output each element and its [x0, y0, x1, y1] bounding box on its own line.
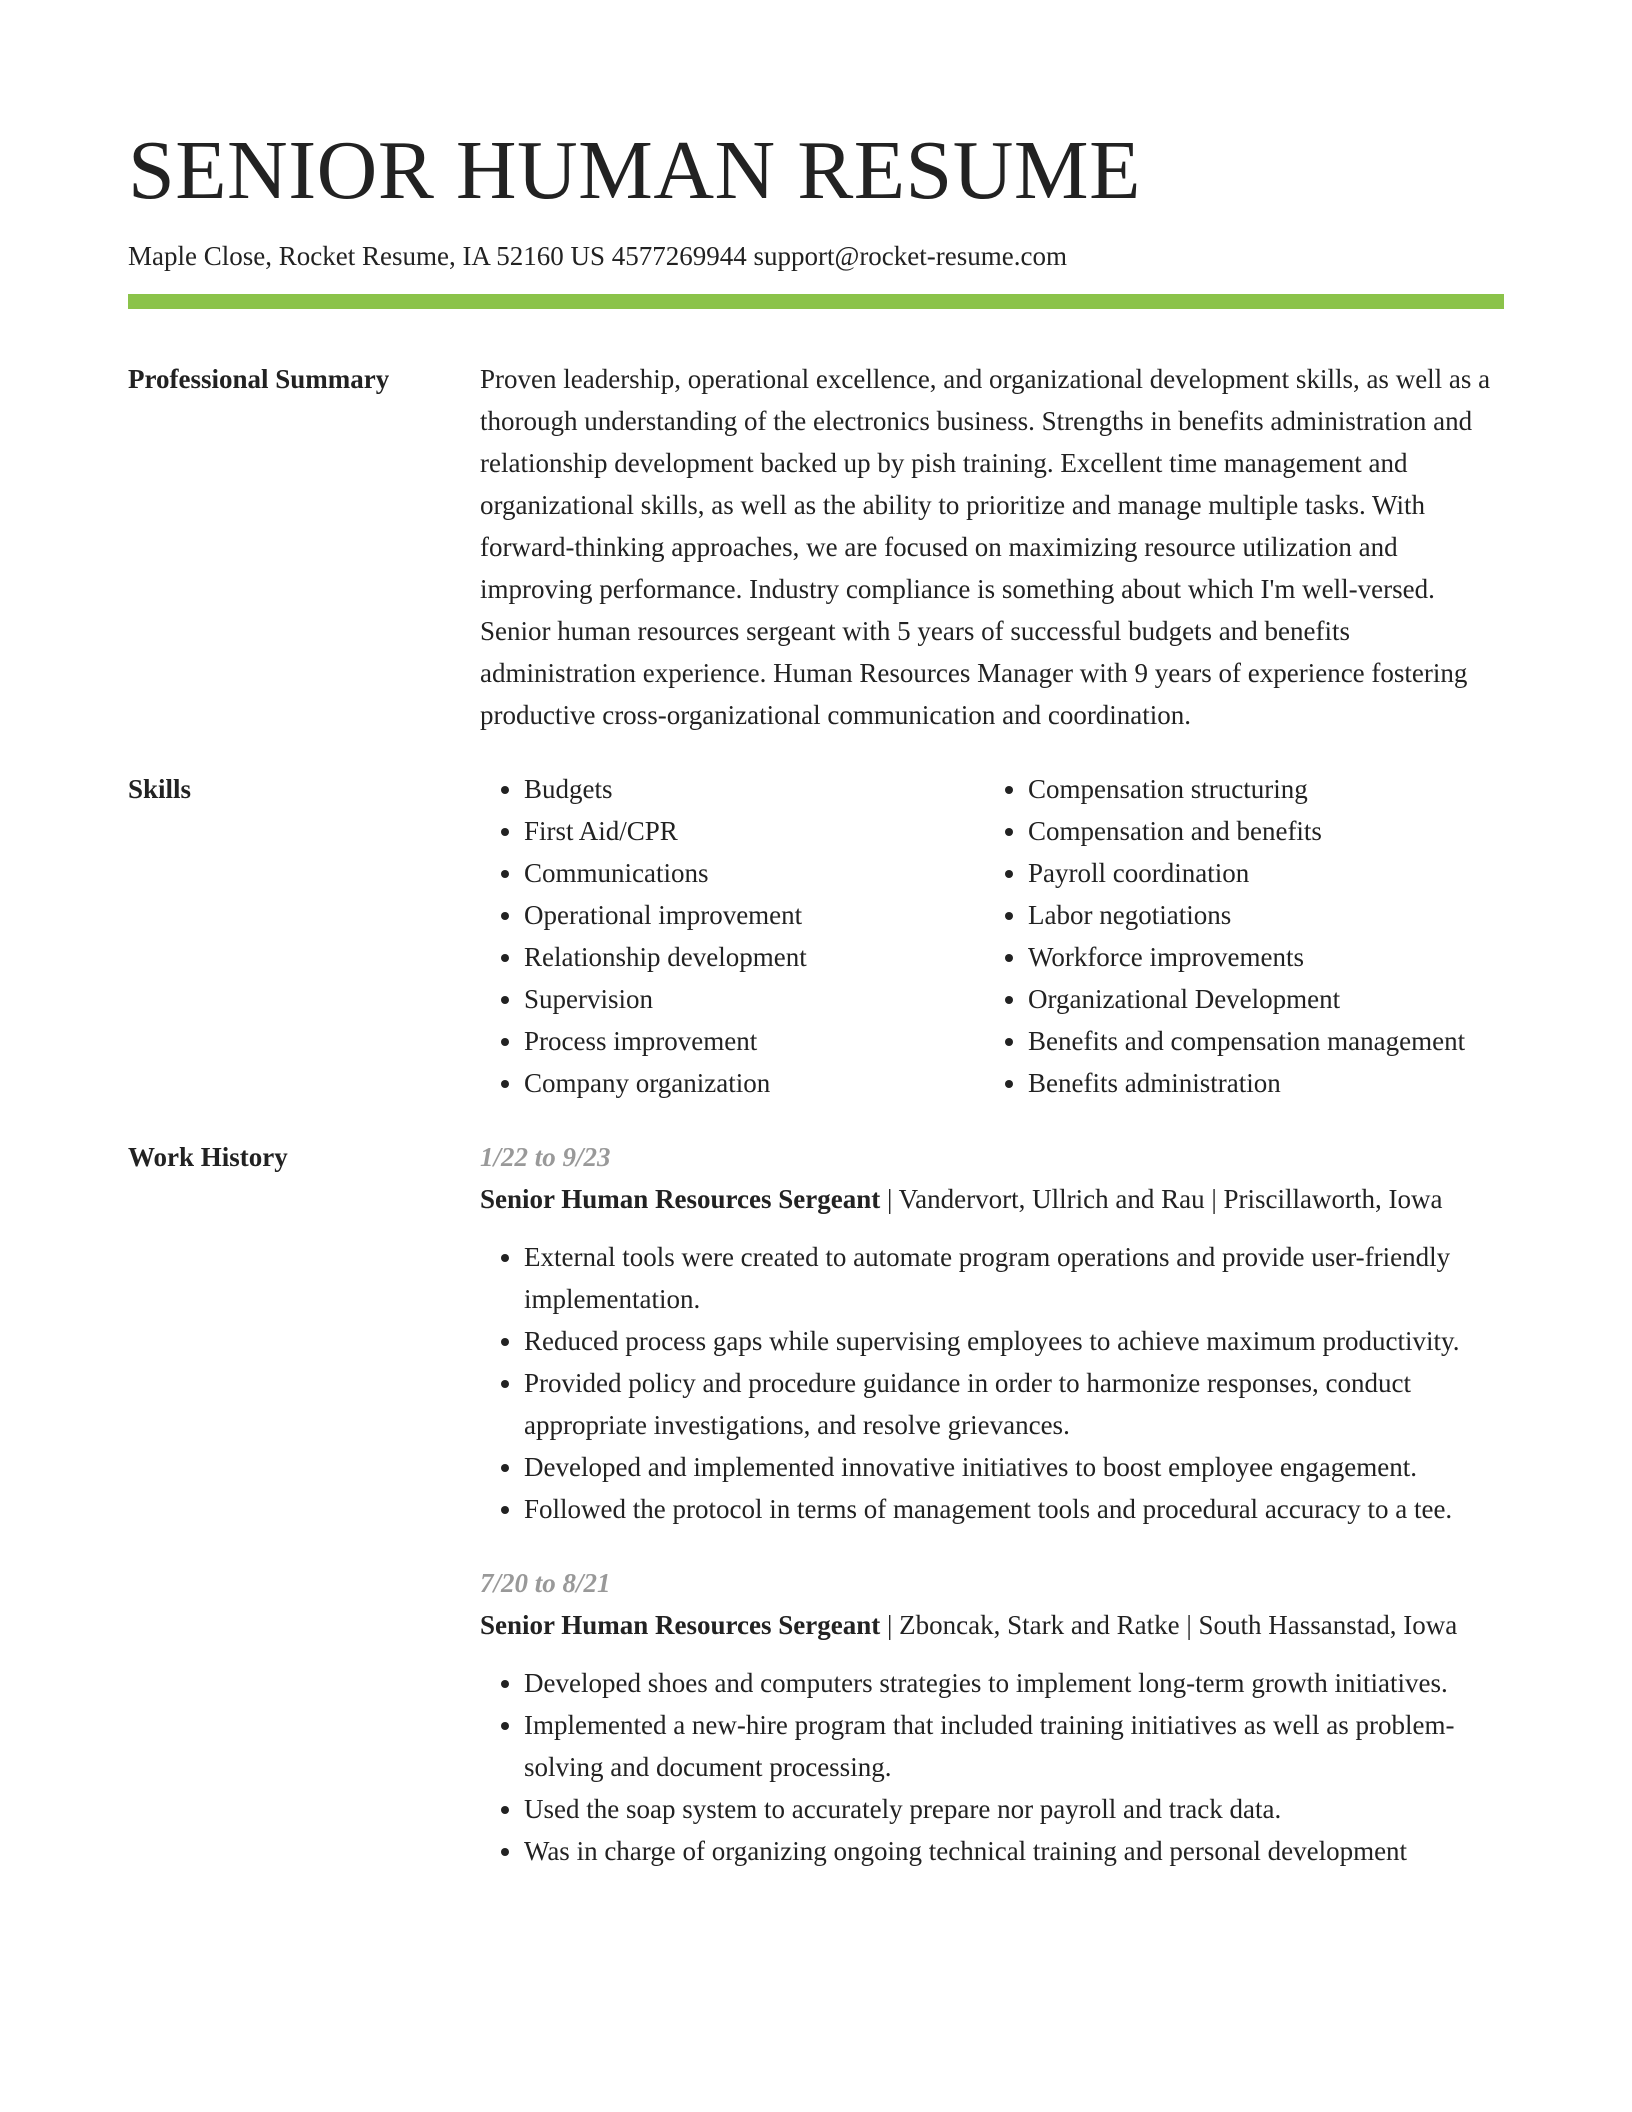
skill-item: • Operational improvement — [524, 894, 984, 936]
skills-section — [128, 768, 1504, 1104]
skill-item: • Company organization — [524, 1062, 984, 1104]
resume-page — [128, 0, 1504, 1872]
section-title-work-history: Work History — [128, 1142, 288, 1172]
job-details: | Zboncak, Stark and Ratke | South Hassanstad, Iowa — [880, 1610, 1458, 1640]
job-bullet: • Was in charge of organizing ongoing technical training and personal development — [524, 1830, 1504, 1872]
skills-column-right — [984, 768, 1488, 1104]
job-bullet: • Implemented a new-hire program that included training initiatives as well as problem-solving and document processing. — [524, 1704, 1504, 1788]
job-dates: 1/22 to 9/23 — [480, 1142, 611, 1172]
job-dates: 7/20 to 8/21 — [480, 1568, 611, 1598]
summary-text: Proven leadership, operational excellence, and organizational development skills, as well as a thorough understanding of the electronics business. Strengths in benefits administration and relationship development backed up by pish training. Excellent time management and organizational skills, as well as the ability to prioritize and manage multiple tasks. With forward-thinking approaches, we are focused on maximizing resource utilization and improving performance. Industry compliance is something about which I'm well-versed. Senior human resources sergeant with 5 years of successful budgets and benefits administration experience. Human Resources Manager with 9 years of experience fostering productive cross-organizational communication and coordination. — [480, 364, 1491, 730]
work-history-section — [128, 1136, 1504, 1872]
summary-section — [128, 358, 1504, 736]
job-bullet: • Developed and implemented innovative initiatives to boost employee engagement. — [524, 1446, 1504, 1488]
skill-item: • Payroll coordination — [1028, 852, 1488, 894]
resume-title: SENIOR HUMAN RESUME — [128, 124, 1141, 217]
job-title: Senior Human Resources Sergeant — [480, 1184, 881, 1214]
skill-item: • Process improvement — [524, 1020, 984, 1062]
job-header — [480, 1604, 1504, 1646]
job-details: | Vandervort, Ullrich and Rau | Priscillaworth, Iowa — [880, 1184, 1443, 1214]
job-bullet: • Followed the protocol in terms of management tools and procedural accuracy to a tee. — [524, 1488, 1504, 1530]
contact-info: Maple Close, Rocket Resume, IA 52160 US 4577269944 support@rocket-resume.com — [128, 241, 1067, 271]
job-bullet: • Reduced process gaps while supervising employees to achieve maximum productivity. — [524, 1320, 1504, 1362]
skill-item: • Benefits administration — [1028, 1062, 1488, 1104]
job-title: Senior Human Resources Sergeant — [480, 1610, 881, 1640]
skill-item: • Relationship development — [524, 936, 984, 978]
skill-item: • Organizational Development — [1028, 978, 1488, 1020]
job-entry — [480, 1136, 1504, 1530]
job-bullet: • Developed shoes and computers strategies to implement long-term growth initiatives. — [524, 1662, 1504, 1704]
skill-item: • Supervision — [524, 978, 984, 1020]
skill-item: • First Aid/CPR — [524, 810, 984, 852]
job-bullet: • External tools were created to automate program operations and provide user-friendly implementation. — [524, 1236, 1504, 1320]
section-title-summary: Professional Summary — [128, 364, 390, 394]
job-entry — [480, 1562, 1504, 1872]
job-bullets — [480, 1236, 1504, 1530]
skills-grid — [480, 768, 1504, 1104]
skill-item: • Budgets — [524, 768, 984, 810]
skill-item: • Compensation structuring — [1028, 768, 1488, 810]
job-header — [480, 1178, 1504, 1220]
skill-item: • Communications — [524, 852, 984, 894]
job-bullet: • Provided policy and procedure guidance in order to harmonize responses, conduct appropriate investigations, and resolve grievances. — [524, 1362, 1504, 1446]
job-bullets — [480, 1662, 1504, 1872]
skill-item: • Compensation and benefits — [1028, 810, 1488, 852]
skill-item: • Labor negotiations — [1028, 894, 1488, 936]
skills-column-left — [480, 768, 984, 1104]
accent-divider — [128, 294, 1504, 309]
section-title-skills: Skills — [128, 774, 192, 804]
skill-item: • Workforce improvements — [1028, 936, 1488, 978]
skill-item: • Benefits and compensation management — [1028, 1020, 1488, 1062]
job-bullet: • Used the soap system to accurately prepare nor payroll and track data. — [524, 1788, 1504, 1830]
